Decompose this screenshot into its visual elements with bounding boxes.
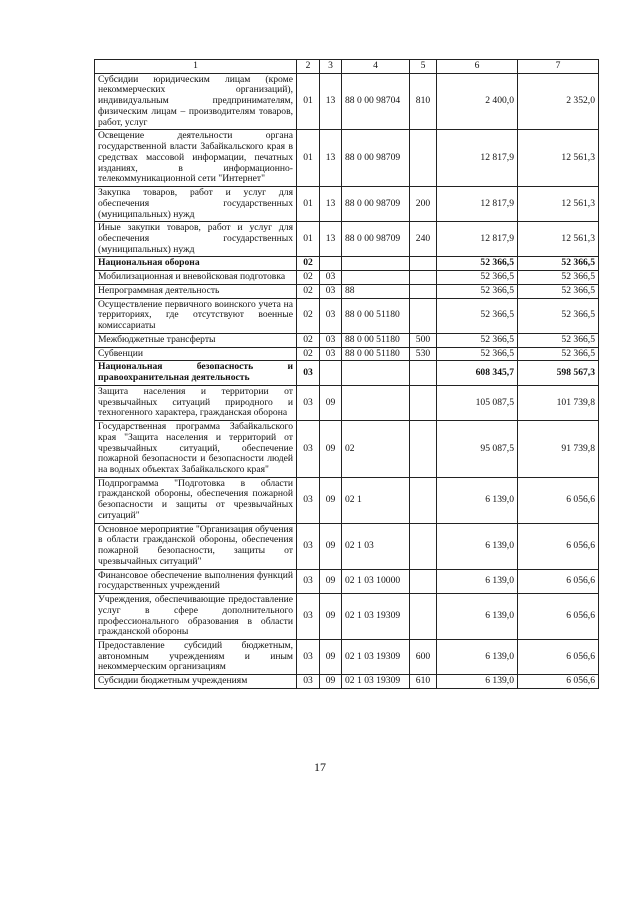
row-amount-2: 6 056,6: [518, 523, 599, 569]
row-amount-1: 52 366,5: [437, 298, 518, 333]
row-amount-1: 6 139,0: [437, 477, 518, 523]
row-amount-2: 52 366,5: [518, 257, 599, 271]
row-target-code: 02 1 03 19309: [342, 639, 410, 674]
column-header: 5: [410, 60, 437, 74]
row-amount-1: 12 817,9: [437, 130, 518, 187]
row-target-code: 88 0 00 98709: [342, 130, 410, 187]
row-expense-type: [410, 257, 437, 271]
row-name: Защита населения и территории от чрезвычайных ситуаций природного и техногенного характера, гражданская оборона: [95, 385, 297, 420]
column-header: 6: [437, 60, 518, 74]
row-target-code: 02: [342, 421, 410, 478]
row-expense-type: 240: [410, 222, 437, 257]
row-subsection-code: 09: [320, 421, 342, 478]
row-amount-1: 6 139,0: [437, 639, 518, 674]
table-row: [95, 284, 599, 298]
row-amount-1: 2 400,0: [437, 73, 518, 130]
row-amount-2: 52 366,5: [518, 333, 599, 347]
table-row: [95, 73, 599, 130]
row-expense-type: [410, 594, 437, 640]
row-amount-2: 52 366,5: [518, 298, 599, 333]
table-row: [95, 222, 599, 257]
row-target-code: 02 1 03 19309: [342, 594, 410, 640]
row-amount-2: 52 366,5: [518, 284, 599, 298]
row-target-code: [342, 271, 410, 285]
column-header: 1: [95, 60, 297, 74]
row-target-code: 02 1 03 19309: [342, 675, 410, 689]
row-subsection-code: 09: [320, 639, 342, 674]
budget-table: [94, 59, 599, 689]
row-amount-2: 12 561,3: [518, 187, 599, 222]
row-name: Межбюджетные трансферты: [95, 333, 297, 347]
row-amount-1: 12 817,9: [437, 222, 518, 257]
row-section-code: 03: [297, 477, 320, 523]
row-name: Основное мероприятие "Организация обучения в области гражданской обороны, обеспечения пожарной безопасности, защиты от чрезвычайных ситуаций": [95, 523, 297, 569]
row-section-code: 03: [297, 675, 320, 689]
row-amount-1: 105 087,5: [437, 385, 518, 420]
row-amount-2: 2 352,0: [518, 73, 599, 130]
row-name: Предоставление субсидий бюджетным, автономным учреждениям и иным некоммерческим организациям: [95, 639, 297, 674]
column-header: 3: [320, 60, 342, 74]
row-subsection-code: 13: [320, 187, 342, 222]
row-amount-2: 12 561,3: [518, 222, 599, 257]
table-row: [95, 569, 599, 593]
column-header: 2: [297, 60, 320, 74]
row-section-code: 01: [297, 73, 320, 130]
row-amount-1: 52 366,5: [437, 271, 518, 285]
row-name: Освещение деятельности органа государственной власти Забайкальского края в средствах массовой информации, печатных изданиях, в информационно-телекоммуникационной сети "Интернет": [95, 130, 297, 187]
row-target-code: 02 1 03 10000: [342, 569, 410, 593]
table-row: [95, 675, 599, 689]
row-name: Национальная безопасность и правоохранительная деятельность: [95, 361, 297, 385]
row-expense-type: [410, 421, 437, 478]
row-section-code: 03: [297, 569, 320, 593]
row-expense-type: 530: [410, 347, 437, 361]
row-target-code: 88: [342, 284, 410, 298]
row-amount-2: 598 567,3: [518, 361, 599, 385]
table-row: [95, 271, 599, 285]
row-subsection-code: [320, 257, 342, 271]
row-amount-1: 52 366,5: [437, 333, 518, 347]
row-subsection-code: 09: [320, 569, 342, 593]
row-subsection-code: [320, 361, 342, 385]
row-target-code: 88 0 00 51180: [342, 298, 410, 333]
row-section-code: 03: [297, 594, 320, 640]
row-expense-type: [410, 385, 437, 420]
row-name: Непрограммная деятельность: [95, 284, 297, 298]
row-name: Субсидии бюджетным учреждениям: [95, 675, 297, 689]
row-name: Иные закупки товаров, работ и услуг для обеспечения государственных (муниципальных) нужд: [95, 222, 297, 257]
row-amount-2: 52 366,5: [518, 347, 599, 361]
row-name: Государственная программа Забайкальского края "Защита населения и территорий от чрезвычайных ситуаций, обеспечение пожарной безопасности и безопасности людей на водных объектах Забайкальского края": [95, 421, 297, 478]
row-target-code: [342, 385, 410, 420]
row-target-code: 02 1: [342, 477, 410, 523]
row-section-code: 03: [297, 639, 320, 674]
row-target-code: 88 0 00 98704: [342, 73, 410, 130]
row-target-code: 88 0 00 98709: [342, 222, 410, 257]
row-amount-1: 6 139,0: [437, 523, 518, 569]
row-section-code: 02: [297, 271, 320, 285]
row-amount-1: 608 345,7: [437, 361, 518, 385]
row-target-code: 88 0 00 98709: [342, 187, 410, 222]
row-subsection-code: 03: [320, 271, 342, 285]
row-expense-type: [410, 569, 437, 593]
row-section-code: 02: [297, 333, 320, 347]
row-expense-type: 600: [410, 639, 437, 674]
row-target-code: [342, 257, 410, 271]
row-expense-type: [410, 477, 437, 523]
row-target-code: 88 0 00 51180: [342, 333, 410, 347]
row-subsection-code: 09: [320, 594, 342, 640]
row-subsection-code: 03: [320, 298, 342, 333]
table-row: [95, 187, 599, 222]
row-section-code: 03: [297, 421, 320, 478]
row-amount-1: 52 366,5: [437, 284, 518, 298]
row-expense-type: 500: [410, 333, 437, 347]
row-section-code: 01: [297, 187, 320, 222]
row-amount-2: 91 739,8: [518, 421, 599, 478]
table-row: [95, 257, 599, 271]
row-target-code: [342, 361, 410, 385]
row-amount-2: 6 056,6: [518, 569, 599, 593]
row-amount-1: 6 139,0: [437, 594, 518, 640]
row-expense-type: 610: [410, 675, 437, 689]
row-name: Финансовое обеспечение выполнения функций государственных учреждений: [95, 569, 297, 593]
table-row: [95, 639, 599, 674]
table-header-row: [95, 60, 599, 74]
row-section-code: 02: [297, 347, 320, 361]
row-expense-type: [410, 284, 437, 298]
row-section-code: 01: [297, 222, 320, 257]
column-header: 7: [518, 60, 599, 74]
row-subsection-code: 03: [320, 347, 342, 361]
row-amount-2: 52 366,5: [518, 271, 599, 285]
row-amount-2: 101 739,8: [518, 385, 599, 420]
row-amount-1: 6 139,0: [437, 569, 518, 593]
page-number: 17: [314, 760, 326, 774]
table-row: [95, 523, 599, 569]
row-section-code: 03: [297, 385, 320, 420]
row-name: Мобилизационная и вневойсковая подготовка: [95, 271, 297, 285]
row-section-code: 02: [297, 257, 320, 271]
table-row: [95, 298, 599, 333]
table-row: [95, 477, 599, 523]
row-subsection-code: 09: [320, 523, 342, 569]
row-amount-1: 6 139,0: [437, 675, 518, 689]
row-expense-type: [410, 271, 437, 285]
row-section-code: 02: [297, 298, 320, 333]
row-amount-1: 52 366,5: [437, 257, 518, 271]
row-subsection-code: 13: [320, 130, 342, 187]
row-amount-2: 6 056,6: [518, 477, 599, 523]
row-amount-2: 12 561,3: [518, 130, 599, 187]
row-section-code: 03: [297, 361, 320, 385]
row-name: Подпрограмма "Подготовка в области гражданской обороны, обеспечения пожарной безопасности и защиты от чрезвычайных ситуаций": [95, 477, 297, 523]
row-name: Субсидии юридическим лицам (кроме некоммерческих организаций), индивидуальным предпринимателям, физическим лицам – производителям товаров, работ, услуг: [95, 73, 297, 130]
row-subsection-code: 13: [320, 222, 342, 257]
table-row: [95, 333, 599, 347]
table-row: [95, 130, 599, 187]
column-header: 4: [342, 60, 410, 74]
row-subsection-code: 09: [320, 477, 342, 523]
row-amount-2: 6 056,6: [518, 675, 599, 689]
row-amount-1: 52 366,5: [437, 347, 518, 361]
row-name: Субвенции: [95, 347, 297, 361]
table-row: [95, 347, 599, 361]
row-name: Осуществление первичного воинского учета на территориях, где отсутствуют военные комиссариаты: [95, 298, 297, 333]
row-amount-1: 95 087,5: [437, 421, 518, 478]
row-expense-type: [410, 130, 437, 187]
row-amount-2: 6 056,6: [518, 594, 599, 640]
row-target-code: 88 0 00 51180: [342, 347, 410, 361]
row-expense-type: [410, 523, 437, 569]
row-expense-type: 810: [410, 73, 437, 130]
row-expense-type: [410, 298, 437, 333]
row-amount-2: 6 056,6: [518, 639, 599, 674]
row-subsection-code: 03: [320, 284, 342, 298]
row-expense-type: 200: [410, 187, 437, 222]
row-subsection-code: 09: [320, 675, 342, 689]
row-name: Учреждения, обеспечивающие предоставление услуг в сфере дополнительного профессионального образования в области гражданской обороны: [95, 594, 297, 640]
row-amount-1: 12 817,9: [437, 187, 518, 222]
table-row: [95, 594, 599, 640]
row-subsection-code: 13: [320, 73, 342, 130]
row-section-code: 02: [297, 284, 320, 298]
table-row: [95, 421, 599, 478]
row-name: Национальная оборона: [95, 257, 297, 271]
row-section-code: 01: [297, 130, 320, 187]
row-subsection-code: 09: [320, 385, 342, 420]
row-expense-type: [410, 361, 437, 385]
table-row: [95, 385, 599, 420]
row-subsection-code: 03: [320, 333, 342, 347]
row-name: Закупка товаров, работ и услуг для обеспечения государственных (муниципальных) нужд: [95, 187, 297, 222]
row-target-code: 02 1 03: [342, 523, 410, 569]
row-section-code: 03: [297, 523, 320, 569]
table-row: [95, 361, 599, 385]
